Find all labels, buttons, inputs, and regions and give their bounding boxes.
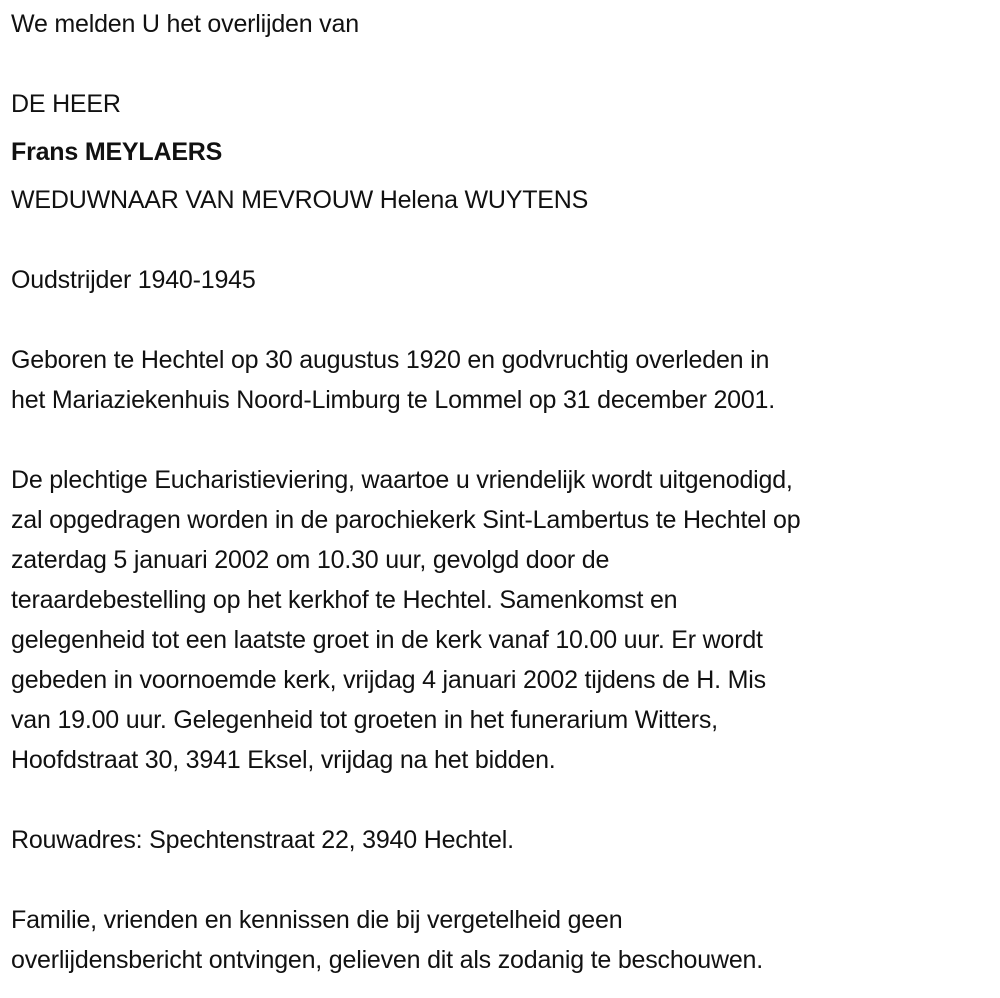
ceremony-line: zaterdag 5 januari 2002 om 10.30 uur, gevolgd door de (11, 546, 610, 574)
ceremony-line: gebeden in voornoemde kerk, vrijdag 4 januari 2002 tijdens de H. Mis (11, 666, 766, 694)
mourning-address: Rouwadres: Spechtenstraat 22, 3940 Hechtel. (11, 826, 514, 854)
ceremony-line: gelegenheid tot een laatste groet in de kerk vanaf 10.00 uur. Er wordt (11, 626, 763, 654)
closing-line: Familie, vrienden en kennissen die bij vergetelheid geen (11, 906, 623, 934)
ceremony-line: zal opgedragen worden in de parochiekerk Sint-Lambertus te Hechtel op (11, 506, 801, 534)
birth-death-line: Geboren te Hechtel op 30 augustus 1920 en godvruchtig overleden in (11, 346, 770, 374)
intro-text: We melden U het overlijden van (11, 10, 359, 38)
ceremony-line: van 19.00 uur. Gelegenheid tot groeten in het funerarium Witters, (11, 706, 718, 734)
deceased-name: Frans MEYLAERS (11, 138, 223, 166)
ceremony-line: Hoofdstraat 30, 3941 Eksel, vrijdag na het bidden. (11, 746, 556, 774)
closing-line: overlijdensbericht ontvingen, gelieven dit als zodanig te beschouwen. (11, 946, 763, 974)
ceremony-line: teraardebestelling op het kerkhof te Hechtel. Samenkomst en (11, 586, 678, 614)
veteran-text: Oudstrijder 1940-1945 (11, 266, 256, 294)
relation-text: WEDUWNAAR VAN MEVROUW Helena WUYTENS (11, 186, 589, 214)
ceremony-line: De plechtige Eucharistieviering, waartoe u vriendelijk wordt uitgenodigd, (11, 466, 793, 494)
birth-death-line: het Mariaziekenhuis Noord-Limburg te Lommel op 31 december 2001. (11, 386, 776, 414)
honorific-title: DE HEER (11, 90, 121, 118)
